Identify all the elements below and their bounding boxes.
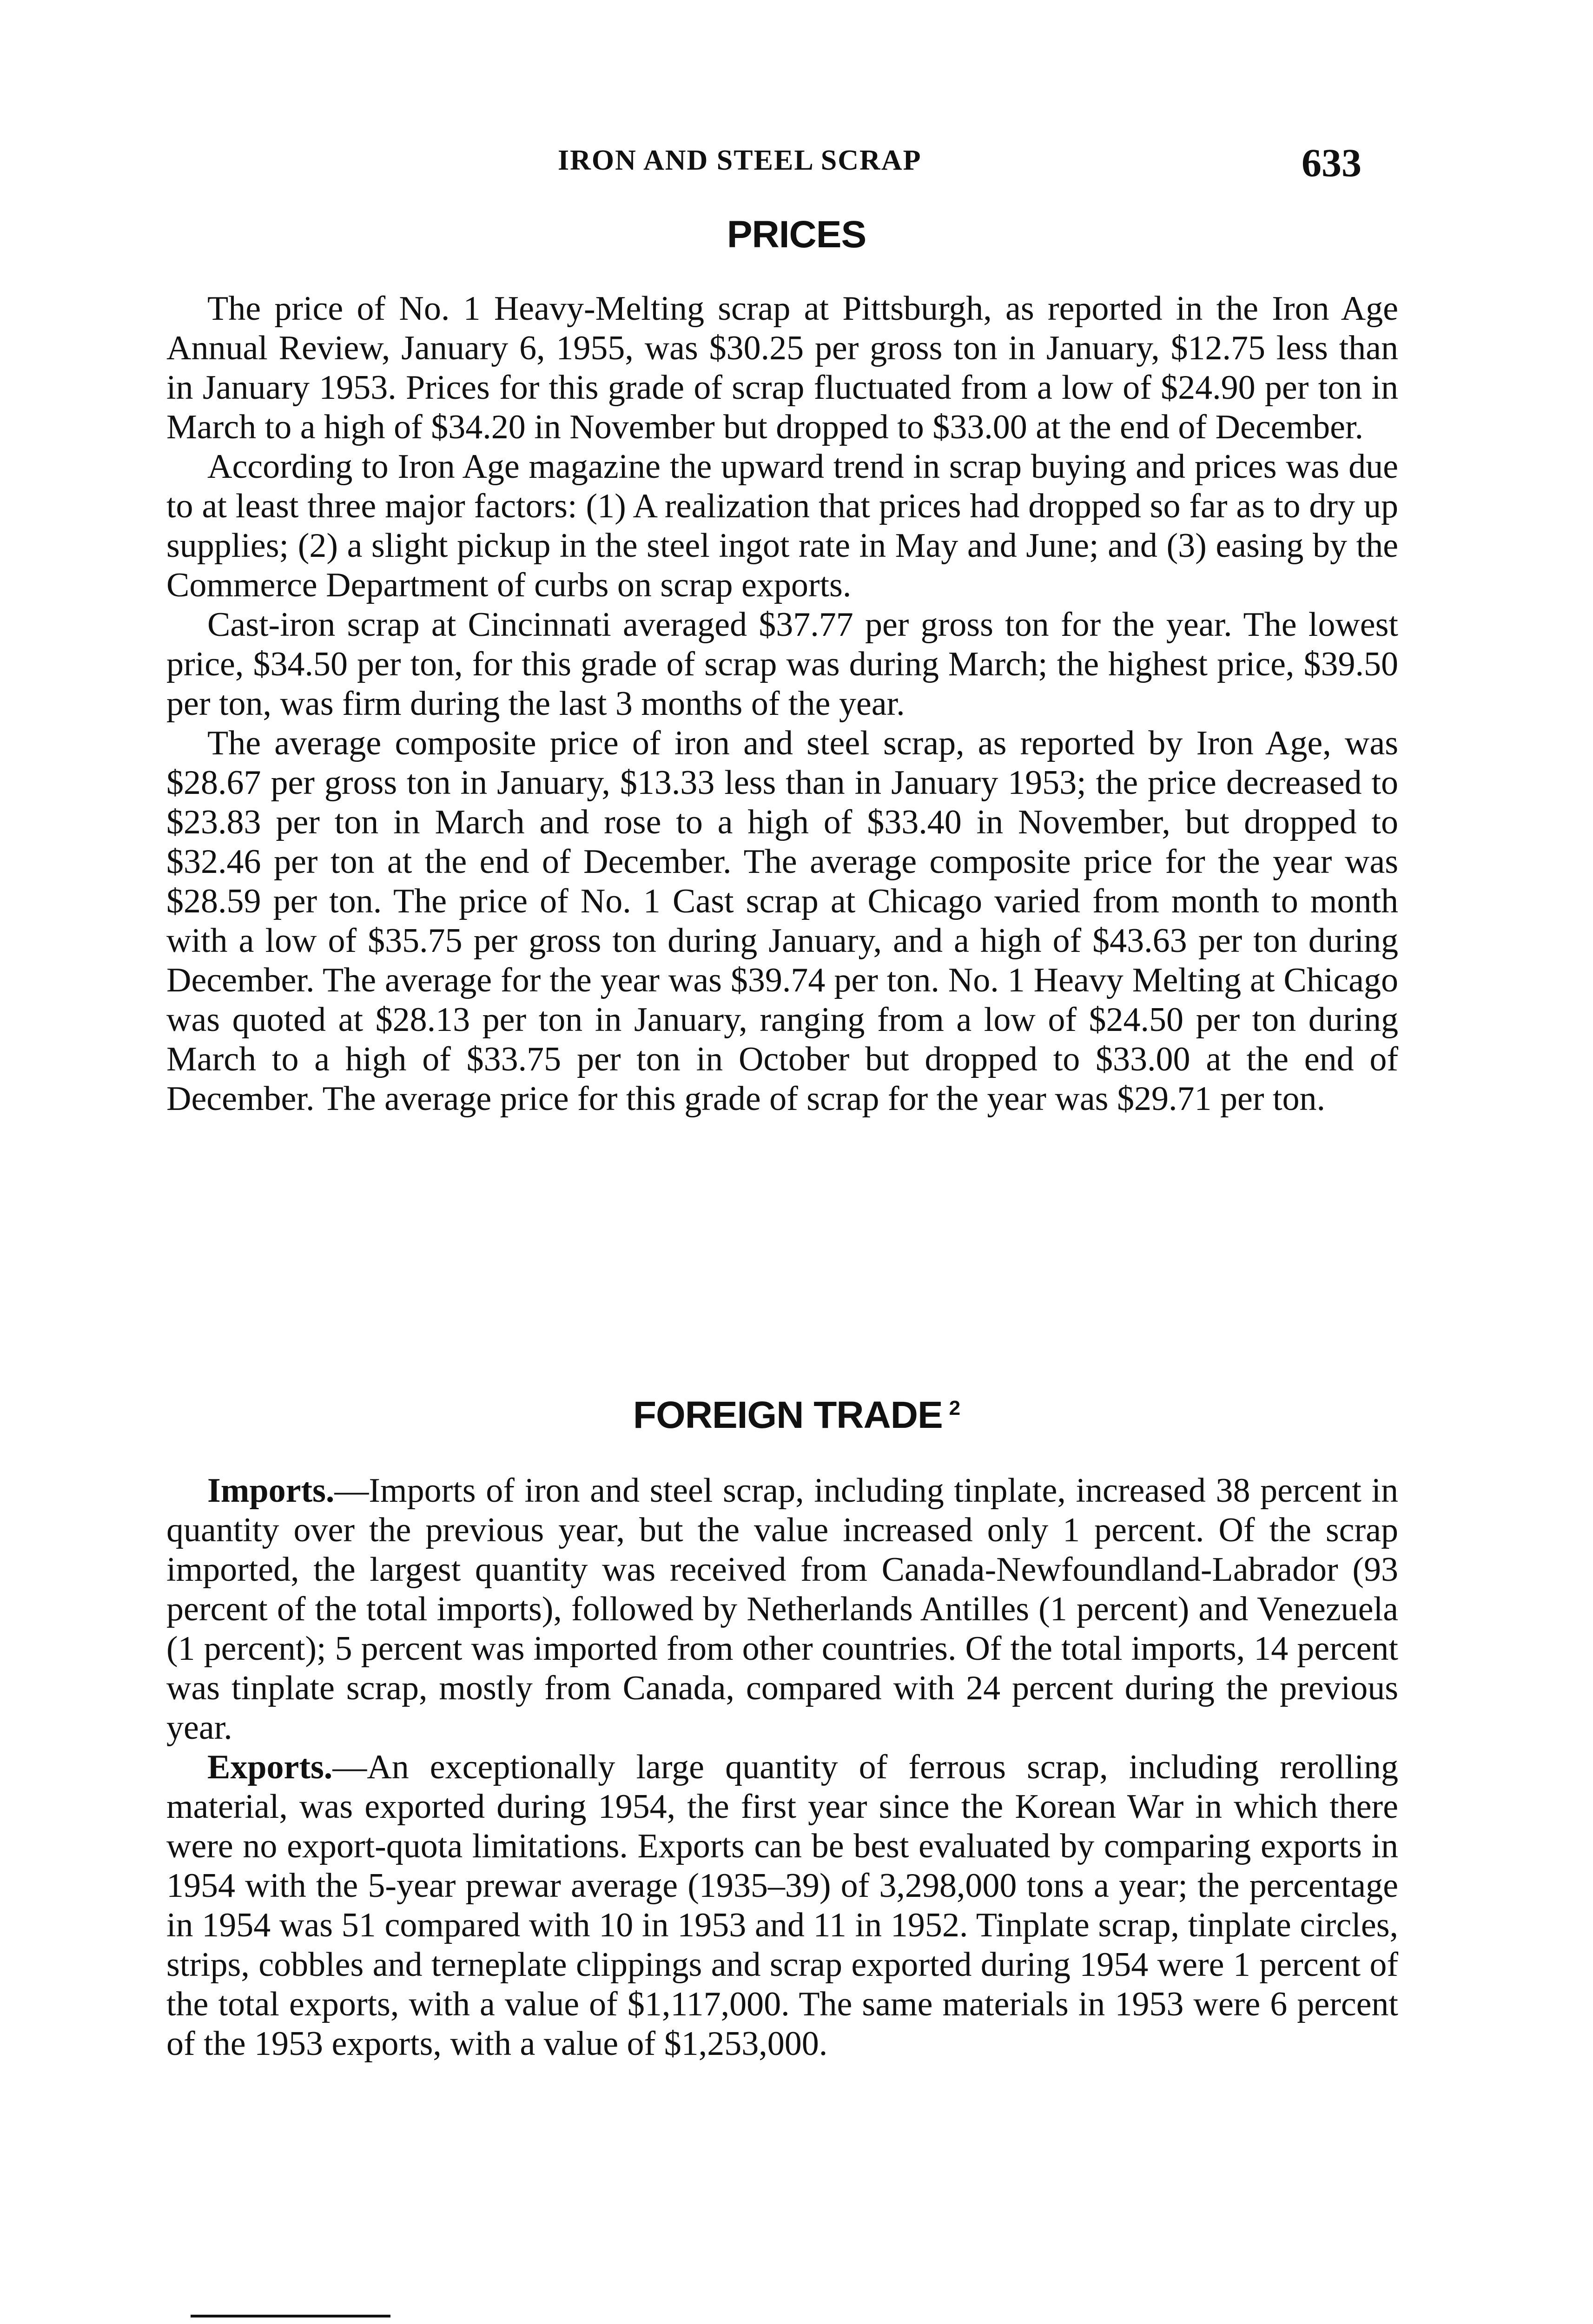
prices-section	[166, 289, 1398, 1119]
prices-paragraph-4: The average composite price of iron and steel scrap, as reported by Iron Age, was $28.67 per gross ton in January, $13.33 less than in January 1953; the price decreased to $23.83 per ton in March and rose to a high of $33.40 in November, but dropped to $32.46 per ton at the end of December. The average composite price for the year was $28.59 per ton. The price of No. 1 Cast scrap at Chicago varied from month to month with a low of $35.75 per gross ton during January, and a high of $43.63 per ton during December. The average for the year was $39.74 per ton. No. 1 Heavy Melting at Chicago was quoted at $28.13 per ton in January, ranging from a low of $24.50 per ton during March to a high of $33.75 per ton in October but dropped to $33.00 at the end of December. The average price for this grade of scrap for the year was $29.71 per ton.	[166, 724, 1398, 1118]
prices-heading	[0, 213, 1593, 257]
exports-run-in-heading: Exports.	[207, 1748, 333, 1786]
prices-paragraph-3: Cast-iron scrap at Cincinnati averaged $37.77 per gross ton for the year. The lowest price, $34.50 per ton, for this grade of scrap was during March; the highest price, $39.50 per ton, was firm during the last 3 months of the year.	[166, 606, 1398, 723]
running-title: IRON AND STEEL SCRAP	[558, 145, 922, 176]
imports-text: —Imports of iron and steel scrap, including tinplate, increased 38 percent in quantity over the previous year, but the value increased only 1 percent. Of the scrap imported, the largest quantity was received from Canada-Newfoundland-Labrador (93 percent of the total imports), followed by Netherlands Antilles (1 percent) and Venezuela (1 percent); 5 percent was imported from other countries. Of the total imports, 14 percent was tinplate scrap, mostly from Canada, compared with 24 percent during the previous year.	[166, 1472, 1398, 1747]
foreign-trade-heading-text: FOREIGN TRADE	[633, 1394, 943, 1436]
exports-text: —An exceptionally large quantity of ferrous scrap, including rerolling material, was exported during 1954, the first year since the Korean War in which there were no export-quota limitations. Exports can be best evaluated by comparing exports in 1954 with the 5-year prewar average (1935–39) of 3,298,000 tons a year; the percentage in 1954 was 51 compared with 10 in 1953 and 11 in 1952. Tinplate scrap, tinplate circles, strips, cobbles and terneplate clippings and scrap exported during 1954 were 1 percent of the total exports, with a value of $1,117,000. The same materials in 1953 were 6 percent of the 1953 exports, with a value of $1,253,000.	[166, 1748, 1398, 2063]
foreign-trade-section	[166, 1471, 1398, 2064]
footnote-divider	[191, 2315, 390, 2317]
footnote-reference: 2	[949, 1396, 960, 1419]
imports-run-in-heading: Imports.	[207, 1472, 335, 1510]
prices-paragraph-1: The price of No. 1 Heavy-Melting scrap at Pittsburgh, as reported in the Iron Age Annual Review, January 6, 1955, was $30.25 per gross ton in January, $12.75 less than in January 1953. Prices for this grade of scrap fluctuated from a low of $24.90 per ton in March to a high of $34.20 in November but dropped to $33.00 at the end of December.	[166, 290, 1398, 446]
prices-heading-text: PRICES	[727, 213, 866, 256]
running-head	[0, 139, 1593, 185]
prices-paragraph-2: According to Iron Age magazine the upward trend in scrap buying and prices was due to at least three major factors: (1) A realization that prices had dropped so far as to dry up supplies; (2) a slight pickup in the steel ingot rate in May and June; and (3) easing by the Commerce Department of curbs on scrap exports.	[166, 448, 1398, 604]
exports-paragraph	[166, 1748, 1398, 2064]
foreign-trade-heading	[0, 1393, 1593, 1437]
page-number: 633	[1302, 140, 1362, 185]
imports-paragraph	[166, 1471, 1398, 1748]
